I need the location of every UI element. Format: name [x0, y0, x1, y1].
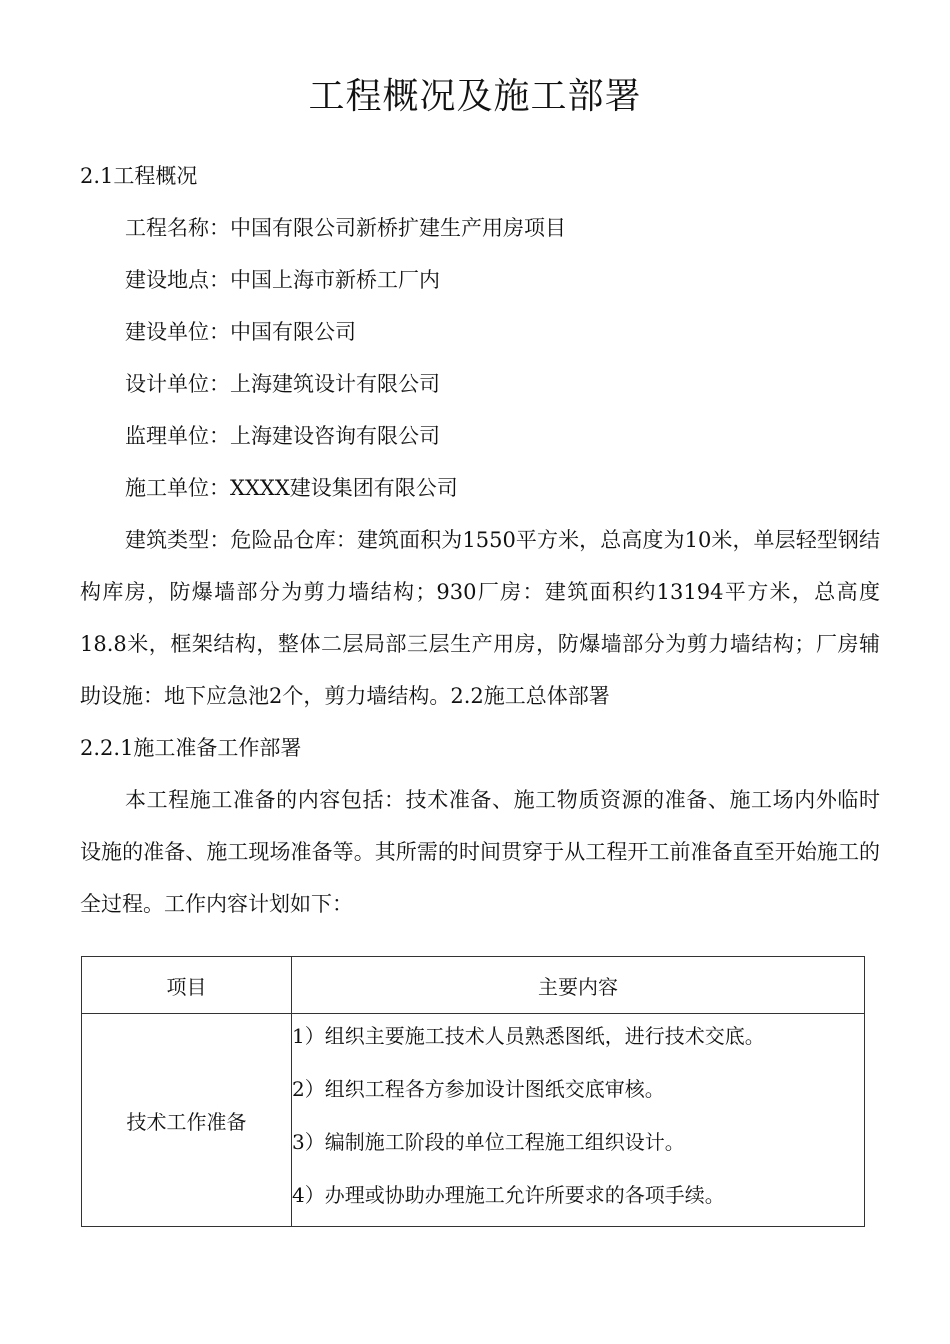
- building-type-paragraph: 建筑类型：危险品仓库：建筑面积为1550平方米，总高度为10米，单层轻型钢结构库房，防爆墙部分为剪力墙结构；930厂房：建筑面积约13194平方米，总高度18.8米，框架结构，整体二层局部三层生产用房，防爆墙部分为剪力墙结构；厂房辅助设施：地下应急池2个，剪力墙结构。2.2施工总体部署: [80, 528, 880, 708]
- table-header-row: [82, 957, 865, 1014]
- section-heading-2-2-1: 2.2.1施工准备工作部署: [80, 736, 302, 760]
- preparation-paragraph: 本工程施工准备的内容包括：技术准备、施工物质资源的准备、施工场内外临时设施的准备、施工现场准备等。其所需的时间贯穿于从工程开工前准备直至开始施工的全过程。工作内容计划如下：: [80, 788, 880, 916]
- field-project-name: 工程名称：中国有限公司新桥扩建生产用房项目: [125, 216, 566, 240]
- field-owner: 建设单位：中国有限公司: [125, 320, 356, 344]
- list-item: 2）组织工程各方参加设计图纸交底审核。: [292, 1077, 665, 1101]
- field-designer: 设计单位：上海建筑设计有限公司: [125, 372, 440, 396]
- list-item: 1）组织主要施工技术人员熟悉图纸，进行技术交底。: [292, 1024, 765, 1048]
- work-plan-table: [81, 956, 865, 1227]
- field-contractor: 施工单位：XXXX建设集团有限公司: [125, 476, 458, 500]
- header-item: 项目: [82, 957, 292, 1014]
- content-cell: [292, 1014, 865, 1227]
- document-body: [80, 150, 880, 930]
- list-item: 4）办理或协助办理施工允许所要求的各项手续。: [292, 1183, 725, 1207]
- list-item: 3）编制施工阶段的单位工程施工组织设计。: [292, 1130, 685, 1154]
- table-row: [82, 1014, 865, 1227]
- field-supervisor: 监理单位：上海建设咨询有限公司: [125, 424, 440, 448]
- section-heading-2-1: 2.1工程概况: [80, 164, 198, 188]
- field-construction-site: 建设地点：中国上海市新桥工厂内: [125, 268, 440, 292]
- header-main-content: 主要内容: [292, 957, 865, 1014]
- document-title: 工程概况及施工部署: [308, 76, 642, 117]
- category-cell: 技术工作准备: [82, 1014, 292, 1227]
